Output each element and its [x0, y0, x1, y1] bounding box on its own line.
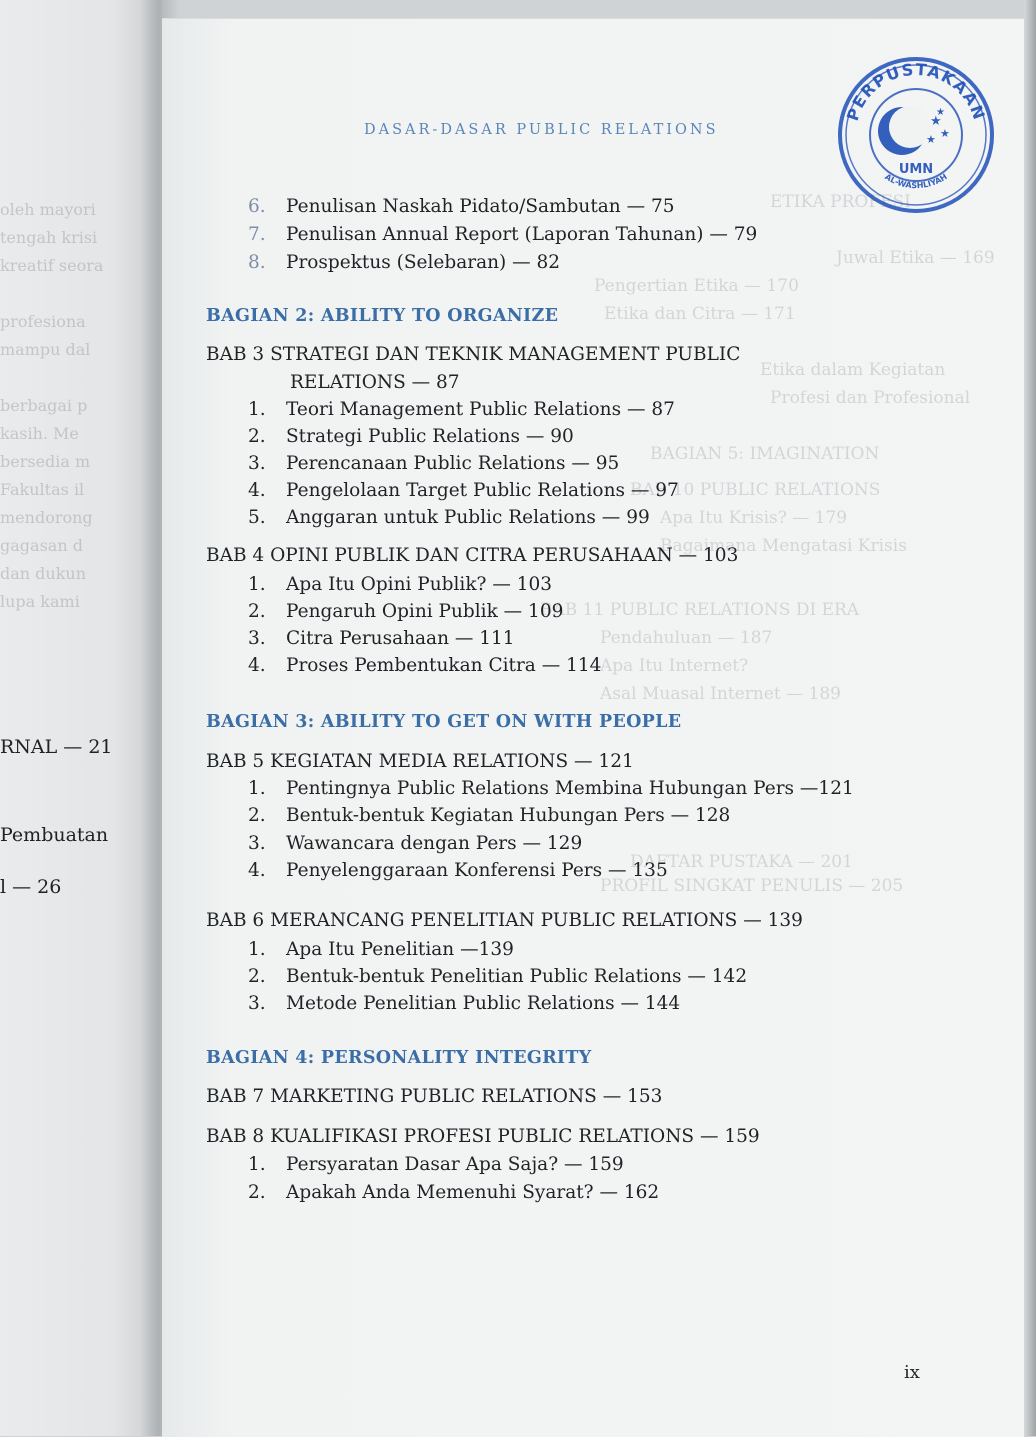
toc-item-number: 4.: [248, 480, 266, 501]
page-number: ix: [904, 1362, 920, 1383]
toc-item: [248, 252, 560, 273]
ghost-text: bersedia m: [0, 452, 91, 471]
ghost-text: BAB 11 PUBLIC RELATIONS DI ERA: [540, 600, 860, 620]
toc-item: [248, 480, 679, 501]
left-page-fragment: Pembuatan: [0, 824, 109, 846]
chapter-title: BAB 5 KEGIATAN MEDIA RELATIONS — 121: [206, 751, 634, 772]
stamp-top-text: PERPUSTAKAAN: [842, 59, 990, 124]
ghost-text: Apa Itu Internet?: [600, 656, 749, 676]
toc-item-number: 3.: [248, 993, 266, 1014]
ghost-text: Etika dalam Kegiatan: [760, 360, 946, 380]
left-page: [0, 0, 162, 1436]
toc-item-text: Apa Itu Penelitian —139: [286, 939, 514, 960]
page-edge: [1024, 0, 1036, 1436]
toc-item-number: 2.: [248, 966, 266, 987]
toc-item: [248, 805, 730, 826]
toc-item-text: Pentingnya Public Relations Membina Hubungan Pers —121: [286, 778, 854, 799]
toc-item-text: Penulisan Annual Report (Laporan Tahunan) — 79: [286, 224, 758, 245]
toc-item-number: 5.: [248, 507, 266, 528]
toc-item-text: Apakah Anda Memenuhi Syarat? — 162: [286, 1182, 660, 1203]
toc-item: [248, 601, 563, 622]
ghost-text: Pengertian Etika — 170: [594, 276, 799, 296]
ghost-text: mendorong: [0, 508, 93, 527]
left-page-fragment: RNAL — 21: [0, 736, 113, 758]
toc-item: [248, 966, 747, 987]
running-header: DASAR-DASAR PUBLIC RELATIONS: [364, 122, 719, 138]
toc-item-text: Citra Perusahaan — 111: [286, 628, 515, 649]
chapter-title: BAB 8 KUALIFIKASI PROFESI PUBLIC RELATIONS — 159: [206, 1126, 760, 1147]
toc-item-number: 1.: [248, 574, 266, 595]
ghost-text: DAFTAR PUSTAKA — 201: [630, 852, 853, 872]
ghost-text: mampu dal: [0, 340, 91, 359]
ghost-text: Asal Muasal Internet — 189: [600, 684, 841, 704]
toc-item-number: 6.: [248, 196, 266, 217]
toc-item: [248, 993, 680, 1014]
toc-item-text: Bentuk-bentuk Penelitian Public Relations — 142: [286, 966, 748, 987]
toc-item-text: Metode Penelitian Public Relations — 144: [286, 993, 681, 1014]
ghost-text: kreatif seora: [0, 256, 104, 275]
chapter-title: BAB 4 OPINI PUBLIK DAN CITRA PERUSAHAAN — 103: [206, 545, 739, 566]
toc-item-number: 4.: [248, 860, 266, 881]
toc-item-text: Pengelolaan Target Public Relations — 97: [286, 480, 679, 501]
toc-item: [248, 778, 854, 799]
ghost-text: Pendahuluan — 187: [600, 628, 773, 648]
toc-item-text: Proses Pembentukan Citra — 114: [286, 655, 602, 676]
ghost-text: profesiona: [0, 312, 86, 331]
toc-item: [248, 426, 574, 447]
ghost-text: Fakultas il: [0, 480, 85, 499]
toc-item-number: 1.: [248, 939, 266, 960]
ghost-text: Bagaimana Mengatasi Krisis: [660, 536, 907, 556]
ghost-text: berbagai p: [0, 396, 88, 415]
svg-text:★: ★: [940, 127, 950, 140]
crescent-star-icon: [878, 106, 950, 155]
toc-item-number: 4.: [248, 655, 266, 676]
toc-item-number: 3.: [248, 628, 266, 649]
ghost-text: PROFIL SINGKAT PENULIS — 205: [600, 876, 904, 896]
left-page-fragment: l — 26: [0, 876, 62, 898]
toc-item-number: 2.: [248, 805, 266, 826]
toc-item-text: Penyelenggaraan Konferensi Pers — 135: [286, 860, 668, 881]
toc-item-text: Strategi Public Relations — 90: [286, 426, 574, 447]
toc-item-text: Bentuk-bentuk Kegiatan Hubungan Pers — 128: [286, 805, 731, 826]
toc-item-text: Apa Itu Opini Publik? — 103: [286, 574, 553, 595]
toc-item: [248, 224, 757, 245]
toc-item: [248, 860, 668, 881]
ghost-text: BAGIAN 5: IMAGINATION: [650, 444, 880, 464]
toc-item-text: Teori Management Public Relations — 87: [286, 399, 675, 420]
toc-item-number: 1.: [248, 1154, 266, 1175]
part-heading: BAGIAN 2: ABILITY TO ORGANIZE: [206, 306, 559, 326]
toc-item: [248, 507, 650, 528]
toc-item-number: 8.: [248, 252, 266, 273]
svg-text:★: ★: [926, 133, 936, 146]
ghost-text: Profesi dan Profesional: [770, 388, 971, 408]
toc-item: [248, 453, 619, 474]
toc-item: [248, 833, 582, 854]
library-stamp: [836, 55, 996, 215]
toc-item: [248, 1182, 659, 1203]
ghost-text: Apa Itu Krisis? — 179: [660, 508, 848, 528]
toc-item: [248, 574, 552, 595]
ghost-text: lupa kami: [0, 592, 80, 611]
toc-item-number: 1.: [248, 778, 266, 799]
toc-item-text: Pengaruh Opini Publik — 109: [286, 601, 564, 622]
ghost-text: oleh mayori: [0, 200, 96, 219]
toc-item-text: Penulisan Naskah Pidato/Sambutan — 75: [286, 196, 675, 217]
toc-item-number: 2.: [248, 426, 266, 447]
ghost-text: kasih. Me: [0, 424, 79, 443]
ghost-text: dan dukun: [0, 564, 87, 583]
toc-item: [248, 1154, 624, 1175]
part-heading: BAGIAN 4: PERSONALITY INTEGRITY: [206, 1048, 592, 1068]
part-heading: BAGIAN 3: ABILITY TO GET ON WITH PEOPLE: [206, 712, 682, 732]
toc-item-text: Prospektus (Selebaran) — 82: [286, 252, 561, 273]
toc-item: [248, 655, 601, 676]
toc-item-number: 7.: [248, 224, 266, 245]
toc-item-text: Wawancara dengan Pers — 129: [286, 833, 583, 854]
toc-item: [248, 399, 675, 420]
toc-item-number: 1.: [248, 399, 266, 420]
ghost-text: Juwal Etika — 169: [836, 248, 995, 268]
toc-item: [248, 628, 515, 649]
ghost-text: ETIKA PROFESI: [770, 192, 911, 212]
chapter-title: BAB 7 MARKETING PUBLIC RELATIONS — 153: [206, 1086, 663, 1107]
toc-item-text: Perencanaan Public Relations — 95: [286, 453, 620, 474]
svg-text:★: ★: [930, 114, 942, 129]
chapter-title: BAB 3 STRATEGI DAN TEKNIK MANAGEMENT PUBLIC: [206, 344, 741, 365]
toc-item-text: Persyaratan Dasar Apa Saja? — 159: [286, 1154, 624, 1175]
ghost-text: gagasan d: [0, 536, 83, 555]
ghost-text: Etika dan Citra — 171: [604, 304, 796, 324]
toc-item-number: 2.: [248, 1182, 266, 1203]
chapter-title-continued: RELATIONS — 87: [290, 372, 460, 393]
svg-text:★: ★: [936, 107, 945, 118]
stamp-bottom-text: AL-WASHLIYAH: [883, 172, 949, 191]
stamp-middle-text: UMN: [898, 162, 934, 177]
toc-item-number: 2.: [248, 601, 266, 622]
ghost-text: tengah krisi: [0, 228, 98, 247]
toc-item-number: 3.: [248, 833, 266, 854]
ghost-text: BAB 10 PUBLIC RELATIONS: [630, 480, 881, 500]
toc-item: [248, 939, 514, 960]
toc-item-number: 3.: [248, 453, 266, 474]
toc-item-text: Anggaran untuk Public Relations — 99: [286, 507, 650, 528]
chapter-title: BAB 6 MERANCANG PENELITIAN PUBLIC RELATIONS — 139: [206, 910, 803, 931]
toc-item: [248, 196, 675, 217]
